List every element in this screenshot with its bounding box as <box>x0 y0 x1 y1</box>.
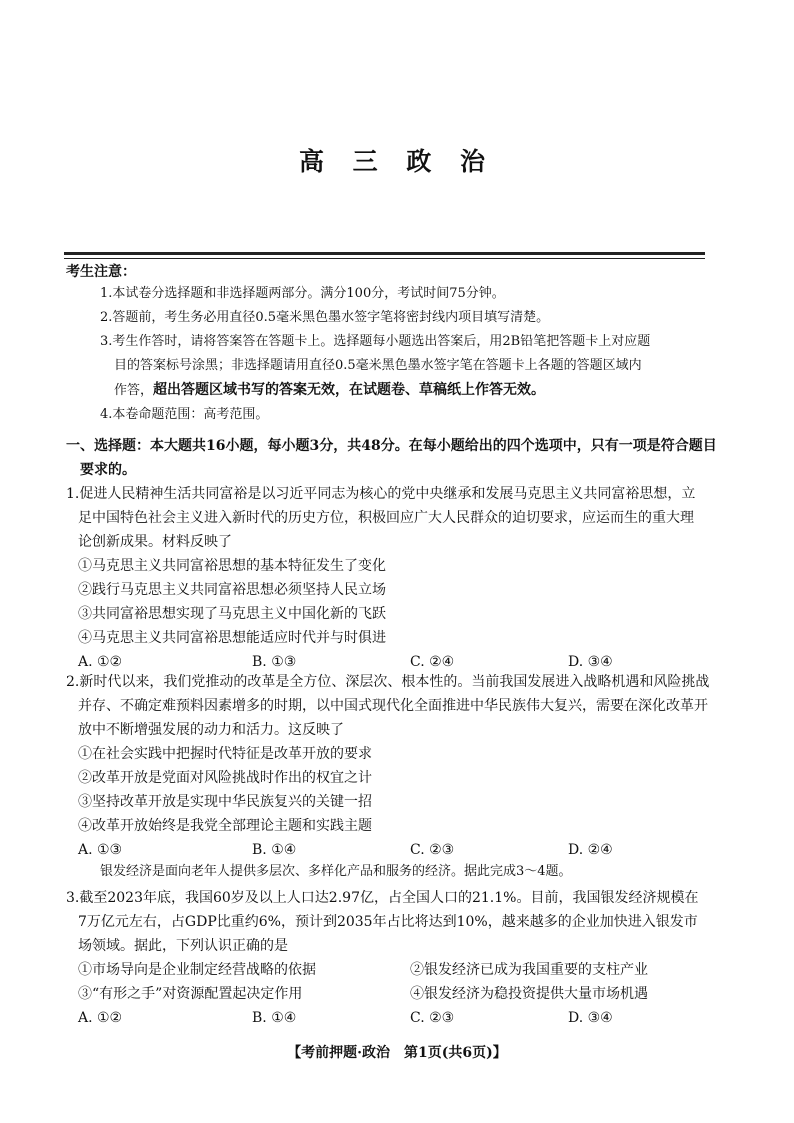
question-3-choices <box>66 1006 726 1030</box>
choice-b: B. ①③ <box>252 654 297 670</box>
question-1-stem-line3: 论创新成果。材料反映了 <box>78 534 232 550</box>
question-2-option-3: ③坚持改革开放是实现中华民族复兴的关键一招 <box>78 794 372 810</box>
notice-item-3: 3.考生作答时，请将答案答在答题卡上。选择题每小题选出答案后，用2B铅笔把答题卡上对应题 <box>100 334 651 349</box>
question-2-option-1: ①在社会实践中把握时代特征是改革开放的要求 <box>78 746 372 762</box>
question-3-option-2: ②银发经济已成为我国重要的支柱产业 <box>410 962 648 978</box>
question-2-stem-line1: 2.新时代以来，我们党推动的改革是全方位、深层次、根本性的。当前我国发展进入战略机遇和风险挑战 <box>66 674 710 690</box>
notice-item-1: 1.本试卷分选择题和非选择题两部分。满分100分，考试时间75分钟。 <box>100 286 505 301</box>
notice-item-3-cont: 目的答案标号涂黑；非选择题请用直径0.5毫米黑色墨水签字笔在答题卡上各题的答题区域内 <box>114 358 642 373</box>
choice-a: A. ①② <box>78 654 123 670</box>
question-1 <box>66 482 726 674</box>
choice-c: C. ②③ <box>410 842 455 858</box>
choice-b: B. ①④ <box>252 842 297 858</box>
question-3-option-3: ③“有形之手”对资源配置起决定作用 <box>78 986 303 1002</box>
notice-item-3-cont2 <box>66 378 716 403</box>
page-title: 高 三 政 治 <box>298 147 496 176</box>
question-3-options-row1 <box>66 958 726 982</box>
question-3-stem-line2: 7万亿元左右，占GDP比重约6%，预计到2035年占比将达到10%，越来越多的企业加快进入银发市 <box>78 914 698 930</box>
page-footer: 【考前押题·政治 第1页(共6页)】 <box>287 1045 507 1061</box>
section-heading-line1: 一、选择题：本大题共16小题，每小题3分，共48分。在每小题给出的四个选项中，只有一项是符合题目 <box>66 438 717 454</box>
notice-heading: 考生注意： <box>66 264 136 280</box>
question-3-stem-line1: 3.截至2023年底，我国60岁及以上人口达2.97亿，占全国人口的21.1%。目前，我国银发经济规模在 <box>66 890 699 906</box>
question-1-stem-line1: 1.促进人民精神生活共同富裕是以习近平同志为核心的党中央继承和发展马克思主义共同富裕思想，立 <box>66 486 696 502</box>
question-3-option-1: ①市场导向是企业制定经营战略的依据 <box>78 962 316 978</box>
section-heading-line2: 要求的。 <box>80 462 136 478</box>
exam-notice <box>66 262 716 427</box>
question-1-option-1: ①马克思主义共同富裕思想的基本特征发生了变化 <box>78 558 386 574</box>
choice-d: D. ③④ <box>568 1010 613 1026</box>
choice-d: D. ②④ <box>568 842 613 858</box>
question-2-choices <box>66 838 726 862</box>
choice-a: A. ①③ <box>78 842 123 858</box>
choice-a: A. ①② <box>78 1010 123 1026</box>
header-rule-thin <box>64 258 705 259</box>
question-2 <box>66 670 726 862</box>
choice-c: C. ②④ <box>410 654 455 670</box>
question-1-option-4: ④马克思主义共同富裕思想能适应时代并与时俱进 <box>78 630 386 646</box>
question-2-stem-line2: 并存、不确定难预料因素增多的时期，以中国式现代化全面推进中华民族伟大复兴，需要在深化改革开 <box>78 698 708 714</box>
notice-item-3-tail: 作答， <box>114 383 154 398</box>
choice-d: D. ③④ <box>568 654 613 670</box>
choice-c: C. ②③ <box>410 1010 455 1026</box>
material-intro: 银发经济是面向老年人提供多层次、多样化产品和服务的经济。据此完成3～4题。 <box>100 864 572 879</box>
notice-emphasis: 超出答题区域书写的答案无效，在试题卷、草稿纸上作答无效。 <box>153 382 546 398</box>
question-2-stem-line3: 放中不断增强发展的动力和活力。这反映了 <box>78 722 344 738</box>
section-heading <box>66 434 726 482</box>
choice-b: B. ①④ <box>252 1010 297 1026</box>
question-3-options-row2 <box>66 982 726 1006</box>
header-rule-thick <box>64 252 705 255</box>
notice-item-2: 2.答题前，考生务必用直径0.5毫米黑色墨水签字笔将密封线内项目填写清楚。 <box>100 310 550 325</box>
question-2-option-2: ②改革开放是党面对风险挑战时作出的权宜之计 <box>78 770 372 786</box>
question-3-option-4: ④银发经济为稳投资提供大量市场机遇 <box>410 986 648 1002</box>
question-1-stem-line2: 足中国特色社会主义进入新时代的历史方位，积极回应广大人民群众的迫切要求，应运而生的重大理 <box>78 510 694 526</box>
question-3 <box>66 886 726 1030</box>
question-2-option-4: ④改革开放始终是我党全部理论主题和实践主题 <box>78 818 372 834</box>
question-1-option-2: ②践行马克思主义共同富裕思想必须坚持人民立场 <box>78 582 386 598</box>
question-1-option-3: ③共同富裕思想实现了马克思主义中国化新的飞跃 <box>78 606 386 622</box>
question-3-stem-line3: 场领域。据此，下列认识正确的是 <box>78 938 288 954</box>
notice-item-4: 4.本卷命题范围：高考范围。 <box>100 407 269 422</box>
